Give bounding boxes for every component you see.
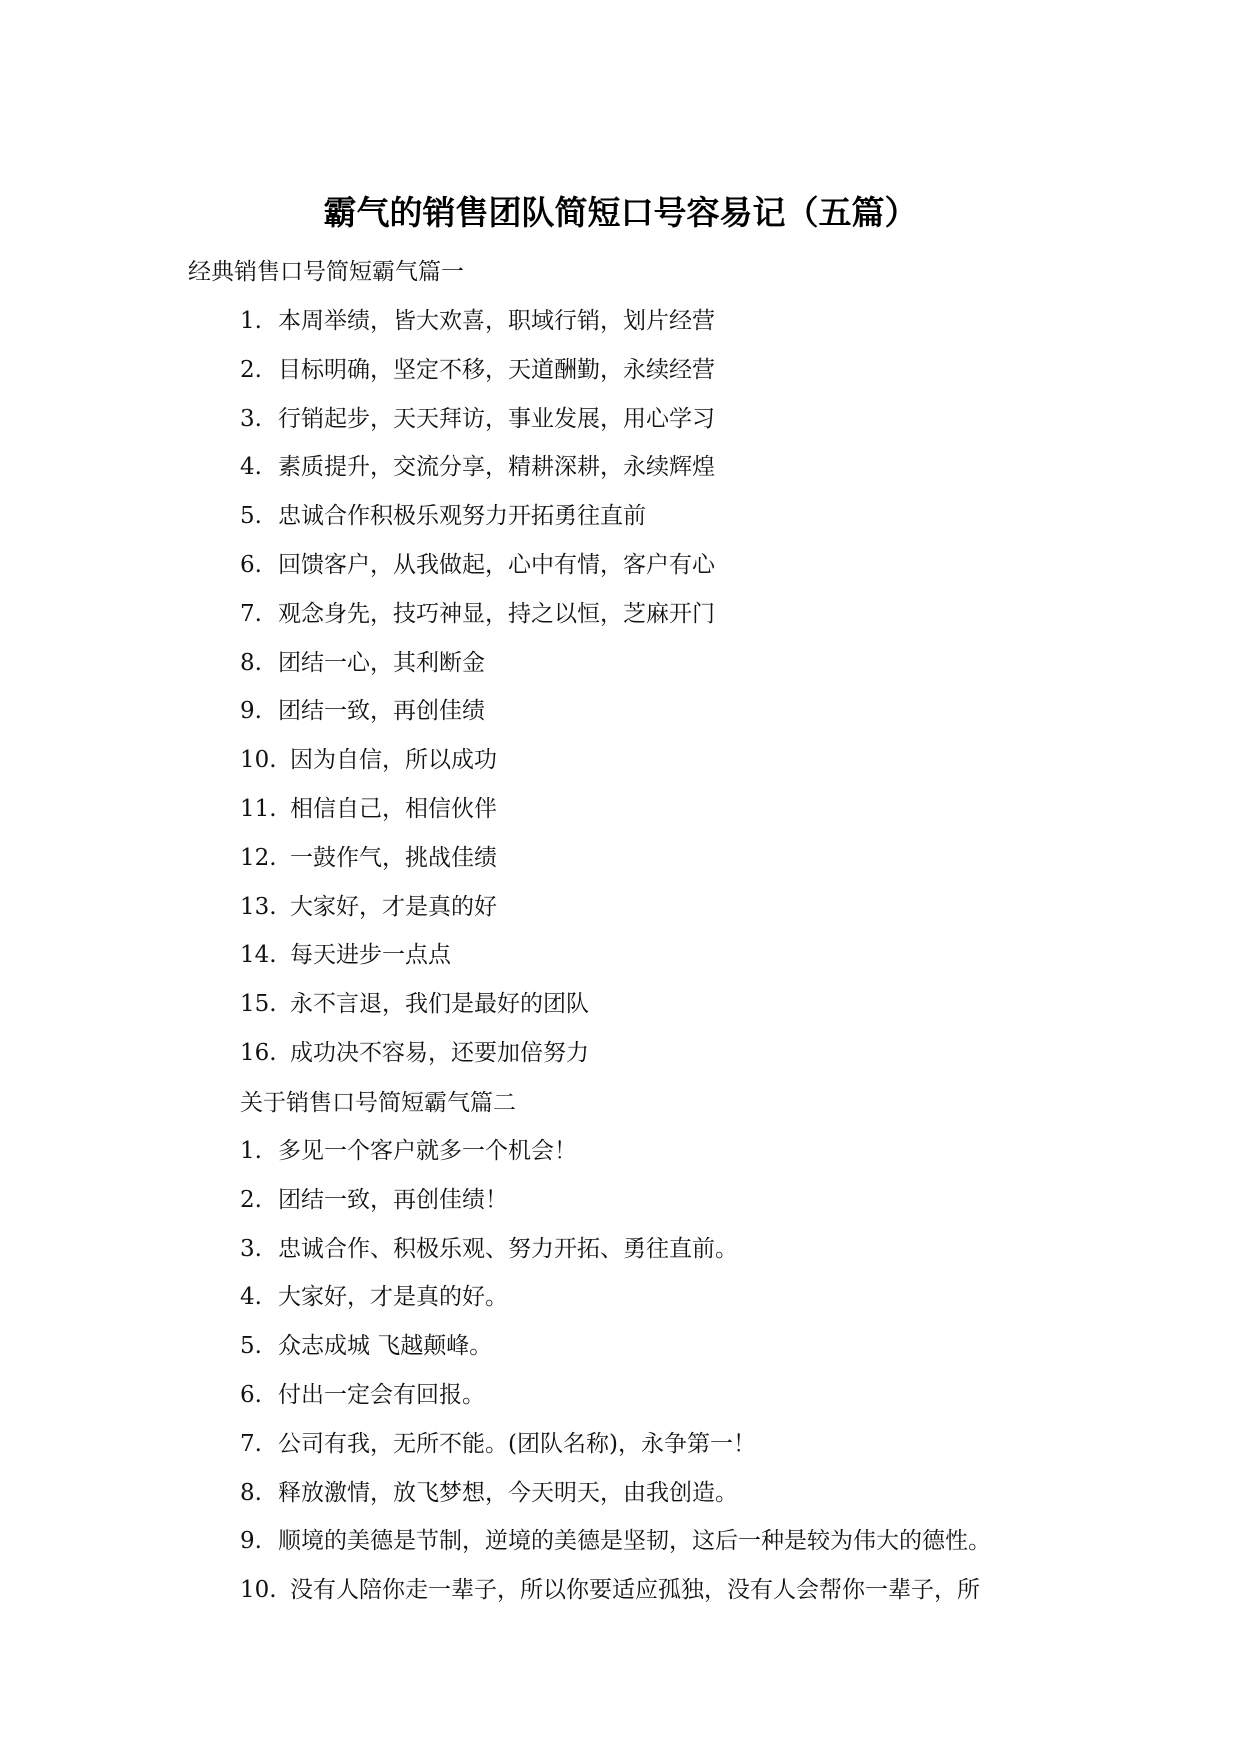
list-item-number: 12. <box>240 844 277 871</box>
list-item-text: 观念身先，技巧神显，持之以恒，芝麻开门 <box>278 600 715 627</box>
list-item-number: 7. <box>240 1430 262 1457</box>
list-item-text: 众志成城 飞越颠峰。 <box>278 1333 493 1360</box>
list-item-text: 公司有我，无所不能。(团队名称)，永争第一！ <box>278 1430 756 1457</box>
list-item-number: 10. <box>240 747 277 774</box>
list-item-text: 团结一致，再创佳绩！ <box>278 1186 508 1213</box>
list-item-number: 15. <box>240 991 277 1018</box>
list-item-text: 团结一致，再创佳绩 <box>278 698 485 725</box>
list-item-text: 没有人陪你走一辈子，所以你要适应孤独，没有人会帮你一辈子，所 <box>290 1577 980 1604</box>
list-item-text: 大家好，才是真的好。 <box>278 1284 508 1311</box>
list-item-text: 大家好，才是真的好 <box>290 893 497 920</box>
list-item-number: 7. <box>240 600 262 627</box>
list-item-text: 因为自信，所以成功 <box>290 747 497 774</box>
list-item-number: 5. <box>240 503 262 530</box>
list-item-number: 8. <box>240 1479 262 1506</box>
list-item-text: 忠诚合作、积极乐观、努力开拓、勇往直前。 <box>278 1235 738 1262</box>
list-item-text: 素质提升，交流分享，精耕深耕，永续辉煌 <box>278 454 715 481</box>
list-item-text: 相信自己，相信伙伴 <box>290 795 497 822</box>
list-item-number: 3. <box>240 1235 262 1262</box>
list-item-number: 16. <box>240 1039 277 1066</box>
list-item-text: 本周举绩，皆大欢喜，职域行销，划片经营 <box>278 308 715 334</box>
list-item-number: 5. <box>240 1333 262 1360</box>
list-item-text: 顺境的美德是节制，逆境的美德是坚韧，这后一种是较为伟大的德性。 <box>278 1528 991 1555</box>
list-item-text: 行销起步，天天拜访，事业发展，用心学习 <box>278 405 715 432</box>
list-item-number: 9. <box>240 698 262 725</box>
list-item-number: 3. <box>240 405 262 432</box>
section-heading-2: 关于销售口号简短霸气篇二 <box>240 1090 516 1116</box>
list-item-number: 1. <box>240 308 262 334</box>
list-item-number: 11. <box>240 795 277 822</box>
list-item-text: 释放激情，放飞梦想，今天明天，由我创造。 <box>278 1479 738 1506</box>
list-item-text: 付出一定会有回报。 <box>278 1381 485 1408</box>
list-item-number: 6. <box>240 551 262 578</box>
list-item-text: 目标明确，坚定不移，天道酬勤，永续经营 <box>278 356 715 383</box>
list-item-text: 每天进步一点点 <box>290 942 451 969</box>
section-heading-1: 经典销售口号简短霸气篇一 <box>188 259 464 285</box>
list-item-number: 9. <box>240 1528 262 1555</box>
list-item-number: 6. <box>240 1381 262 1408</box>
list-item-text: 团结一心，其利断金 <box>278 649 485 676</box>
page-title: 霸气的销售团队简短口号容易记（五篇） <box>323 193 918 232</box>
list-item-number: 1. <box>240 1138 262 1164</box>
list-item-text: 忠诚合作积极乐观努力开拓勇往直前 <box>278 503 646 530</box>
list-item-number: 8. <box>240 649 262 676</box>
list-item-number: 2. <box>240 1186 262 1213</box>
list-item-number: 4. <box>240 1284 262 1311</box>
list-item-text: 回馈客户，从我做起，心中有情，客户有心 <box>278 551 715 578</box>
list-item-text: 多见一个客户就多一个机会！ <box>278 1138 577 1164</box>
list-item-number: 2. <box>240 356 262 383</box>
list-item-number: 14. <box>240 942 277 969</box>
list-item-text: 永不言退，我们是最好的团队 <box>290 991 589 1018</box>
list-item-text: 一鼓作气，挑战佳绩 <box>290 844 497 871</box>
list-item-text: 成功决不容易，还要加倍努力 <box>290 1039 589 1066</box>
list-item-number: 13. <box>240 893 277 920</box>
list-item-number: 10. <box>240 1577 277 1604</box>
list-item-number: 4. <box>240 454 262 481</box>
